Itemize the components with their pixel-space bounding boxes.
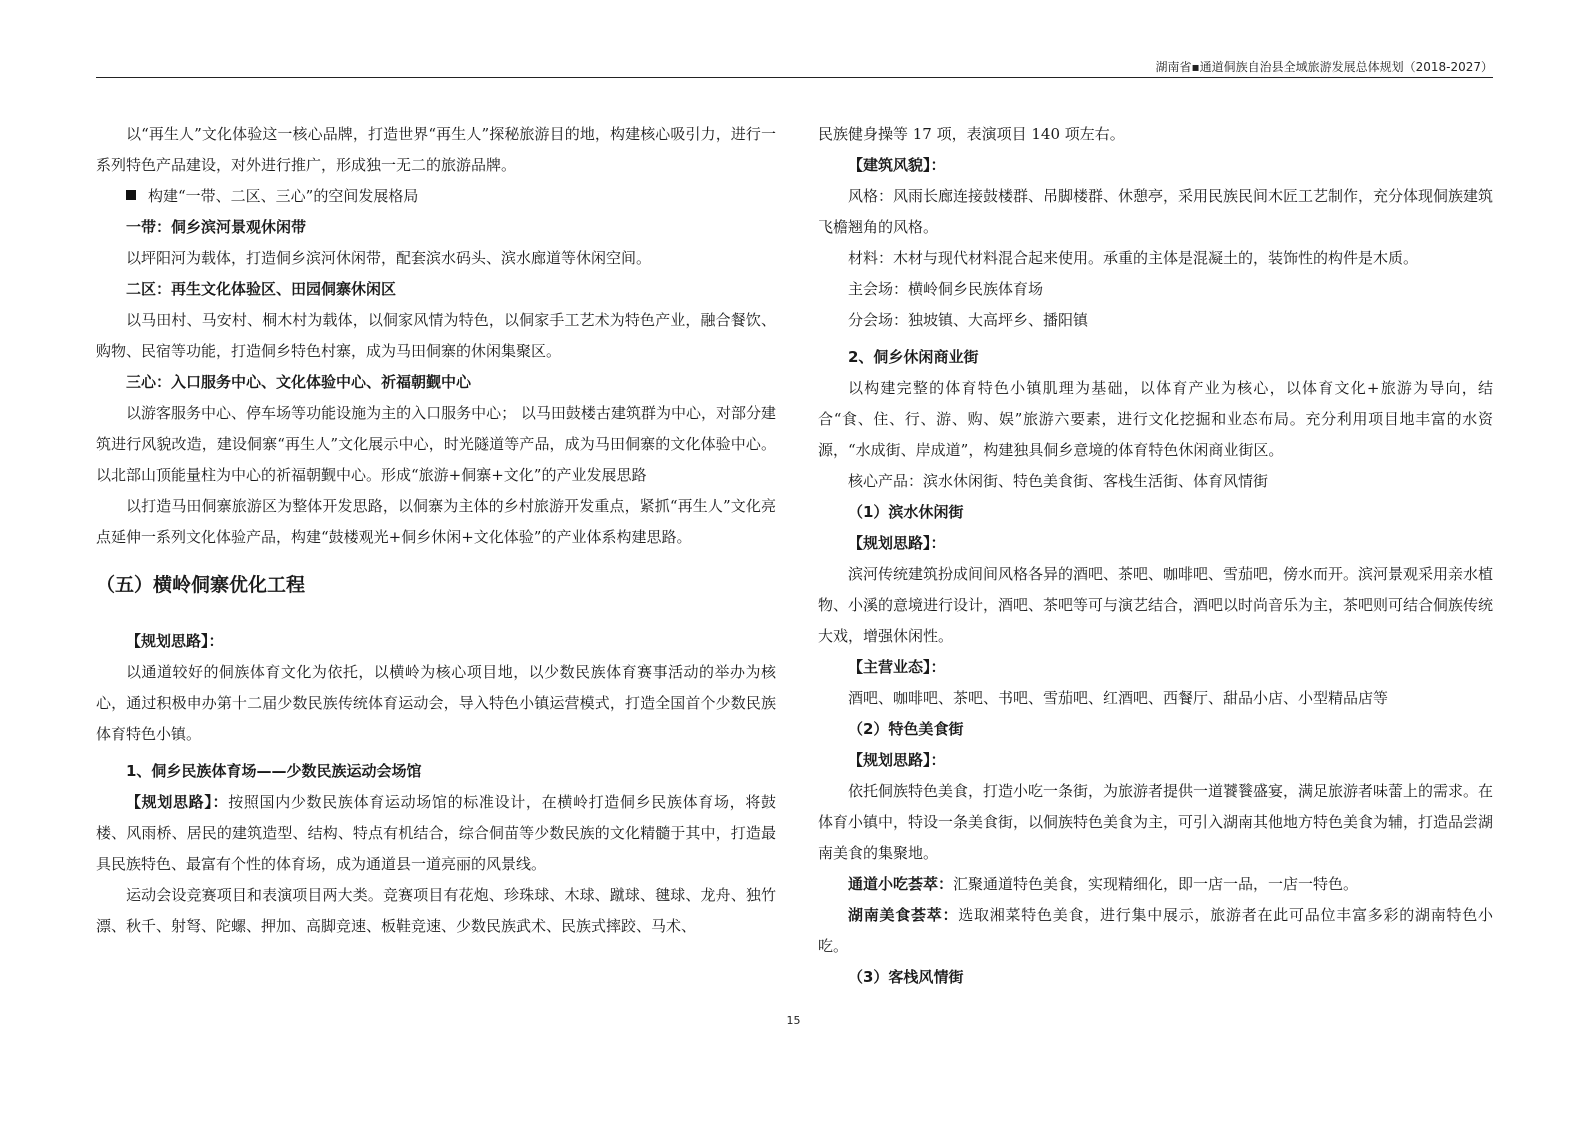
heading-planning: 【规划思路】： xyxy=(848,751,946,769)
paragraph xyxy=(96,787,776,880)
square-bullet-icon xyxy=(126,190,136,200)
paragraph: 滨河传统建筑扮成间间风格各异的酒吧、茶吧、咖啡吧、雪茄吧，傍水而开。滨河景观采用亲水植物、小溪的意境进行设计，酒吧、茶吧等可与演艺结合，酒吧以时尚音乐为主，茶吧则可结合侗族传统大戏，增强休闲性。 xyxy=(818,565,1494,645)
lead-label: 湖南美食荟萃： xyxy=(848,906,959,924)
paragraph: 核心产品：滨水休闲街、特色美食街、客栈生活街、体育风情街 xyxy=(848,472,1269,490)
paragraph-text: 汇聚通道特色美食，实现精细化，即一店一品，一店一特色。 xyxy=(953,875,1359,893)
bullet-text: 构建“一带、二区、三心”的空间发展格局 xyxy=(148,187,419,205)
paragraph: 运动会设竞赛项目和表演项目两大类。竞赛项目有花炮、珍珠球、木球、蹴球、毽球、龙舟、独竹漂、秋千、射弩、陀螺、押加、高脚竞速、板鞋竞速、少数民族武术、民族式摔跤、马术、 xyxy=(96,886,776,935)
heading-main-business: 【主营业态】： xyxy=(848,658,946,676)
left-column xyxy=(96,119,776,942)
subheading-commercial-street: 2、侗乡休闲商业街 xyxy=(848,348,979,366)
heading-sanxin: 三心：入口服务中心、文化体验中心、祈福朝觐中心 xyxy=(126,373,472,391)
subheading-food-street: （2）特色美食街 xyxy=(848,720,964,738)
paragraph xyxy=(818,900,1493,962)
paragraph: 以坪阳河为载体，打造侗乡滨河休闲带，配套滨水码头、滨水廊道等休闲空间。 xyxy=(126,249,652,267)
page-number: 15 xyxy=(786,1014,801,1027)
subheading-inn-street: （3）客栈风情街 xyxy=(848,968,964,986)
paragraph: 材料：木材与现代材料混合起来使用。承重的主体是混凝土的，装饰性的构件是木质。 xyxy=(848,249,1419,267)
paragraph: 以“再生人”文化体验这一核心品牌，打造世界“再生人”探秘旅游目的地，构建核心吸引力，进行一系列特色产品建设，对外进行推广，形成独一无二的旅游品牌。 xyxy=(96,125,776,174)
paragraph: 以构建完整的体育特色小镇肌理为基础，以体育产业为核心，以体育文化+旅游为导向，结合“食、住、行、游、购、娱”旅游六要素，进行文化挖掘和业态布局。充分利用项目地丰富的水资源，“水成街、岸成道”，构建独具侗乡意境的体育特色休闲商业街区。 xyxy=(818,379,1493,459)
heading-yidai: 一带：侗乡滨河景观休闲带 xyxy=(126,218,307,236)
paragraph: 以游客服务中心、停车场等功能设施为主的入口服务中心； 以马田鼓楼古建筑群为中心，对部分建筑进行风貌改造，建设侗寨“再生人”文化展示中心，时光隧道等产品，成为马田侗寨的文化体验中心。以北部山顶能量柱为中心的祈福朝觐中心。形成“旅游+侗寨+文化”的产业发展思路 xyxy=(96,404,776,484)
heading-architecture: 【建筑风貌】： xyxy=(848,156,946,174)
bullet-item xyxy=(96,181,776,212)
paragraph: 风格：风雨长廊连接鼓楼群、吊脚楼群、休憩亭，采用民族民间木匠工艺制作，充分体现侗族建筑飞檐翘角的风格。 xyxy=(818,187,1494,236)
running-header: 湖南省▪通道侗族自治县全域旅游发展总体规划（2018-2027） xyxy=(1155,60,1493,74)
paragraph: 以通道较好的侗族体育文化为依托，以横岭为核心项目地，以少数民族体育赛事活动的举办为核心，通过积极申办第十二届少数民族传统体育运动会，导入特色小镇运营模式，打造全国首个少数民族体育特色小镇。 xyxy=(96,663,776,743)
paragraph: 以打造马田侗寨旅游区为整体开发思路，以侗寨为主体的乡村旅游开发重点，紧抓“再生人”文化亮点延伸一系列文化体验产品，构建“鼓楼观光+侗乡休闲+文化体验”的产业体系构建思路。 xyxy=(96,497,776,546)
heading-planning: 【规划思路】： xyxy=(848,534,946,552)
header-divider xyxy=(96,77,1493,78)
paragraph-text: 选取湘菜特色美食，进行集中展示，旅游者在此可品位丰富多彩的湖南特色小吃。 xyxy=(818,906,1493,955)
right-column xyxy=(818,119,1493,993)
paragraph-continued: 民族健身操等 17 项，表演项目 140 项左右。 xyxy=(818,125,1125,143)
section-title: （五）横岭侗寨优化工程 xyxy=(96,574,306,596)
paragraph: 酒吧、咖啡吧、茶吧、书吧、雪茄吧、红酒吧、西餐厅、甜品小店、小型精品店等 xyxy=(848,689,1389,707)
paragraph: 以马田村、马安村、桐木村为载体，以侗家风情为特色，以侗家手工艺术为特色产业，融合餐饮、购物、民宿等功能，打造侗乡特色村寨，成为马田侗寨的休闲集聚区。 xyxy=(96,311,776,360)
paragraph: 主会场：横岭侗乡民族体育场 xyxy=(848,280,1044,298)
lead-label: 通道小吃荟萃： xyxy=(848,875,954,893)
paragraph: 依托侗族特色美食，打造小吃一条街，为旅游者提供一道饕餮盛宴，满足旅游者味蕾上的需求。在体育小镇中，特设一条美食街，以侗族特色美食为主，可引入湖南其他地方特色美食为辅，打造品尝湖南美食的集聚地。 xyxy=(818,782,1494,862)
paragraph xyxy=(818,869,1493,900)
paragraph: 分会场：独坡镇、大高坪乡、播阳镇 xyxy=(848,311,1089,329)
paragraph-text: 按照国内少数民族体育运动场馆的标准设计，在横岭打造侗乡民族体育场，将鼓楼、风雨桥、居民的建筑造型、结构、特点有机结合，综合侗苗等少数民族的文化精髓于其中，打造最具民族特色、最富有个性的体育场，成为通道县一道亮丽的风景线。 xyxy=(96,793,776,873)
subheading-waterfront: （1）滨水休闲街 xyxy=(848,503,964,521)
lead-label: 【规划思路】： xyxy=(126,793,229,811)
subheading-stadium: 1、侗乡民族体育场——少数民族运动会场馆 xyxy=(126,762,422,780)
heading-erqu: 二区：再生文化体验区、田园侗寨休闲区 xyxy=(126,280,397,298)
heading-planning: 【规划思路】： xyxy=(126,632,224,650)
